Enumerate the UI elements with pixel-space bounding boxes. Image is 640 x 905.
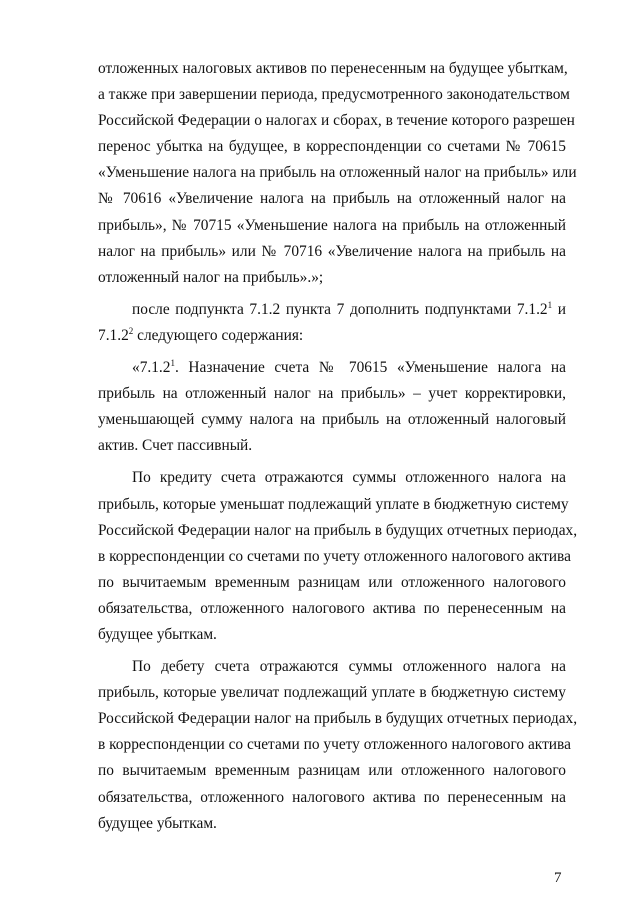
text-line: по вычитаемым временным разницам или отложенного налогового <box>98 762 566 780</box>
text-line: будущее убыткам. <box>98 625 217 643</box>
text-run: следующего содержания: <box>133 326 304 344</box>
text-line: № 70616 «Увеличение налога на прибыль на отложенный налог на <box>98 190 566 208</box>
page-number: 7 <box>554 870 562 886</box>
text-line: актив. Счет пассивный. <box>98 437 253 455</box>
text-line: прибыль, которые увеличат подлежащий уплате в бюджетную систему <box>98 684 566 702</box>
paragraph-5 <box>98 654 578 837</box>
text-line: перенос убытка на будущее, в корреспонденции со счетами № 70615 <box>98 138 566 156</box>
paragraph-4 <box>98 465 578 648</box>
text-line: обязательства, отложенного налогового актива по перенесенным на <box>98 788 566 806</box>
text-line: Российской Федерации о налогах и сборах, в течение которого разрешен <box>98 112 575 130</box>
document-body <box>98 56 578 837</box>
text-line: прибыль на отложенный налог на прибыль» – учет корректировки, <box>98 385 566 403</box>
text-line: прибыль», № 70715 «Уменьшение налога на прибыль на отложенный <box>98 216 566 234</box>
text-line: уменьшающей сумму налога на прибыль на отложенный налоговый <box>98 411 566 429</box>
text-line: прибыль, которые уменьшат подлежащий уплате в бюджетную систему <box>98 495 569 513</box>
text-line <box>98 323 566 349</box>
text-run: «7.1.2 <box>132 359 171 377</box>
text-run: и <box>552 300 566 318</box>
text-line <box>98 355 566 381</box>
text-run: . Назначение счета № 70615 «Уменьшение налога на <box>174 359 566 377</box>
text-line: по вычитаемым временным разницам или отложенного налогового <box>98 573 566 591</box>
superscript: 1 <box>170 358 175 369</box>
paragraph-1 <box>98 56 577 291</box>
text-line: налог на прибыль» или № 70716 «Увеличение налога на прибыль на <box>98 242 566 260</box>
text-line: а также при завершении периода, предусмотренного законодательством <box>98 86 570 104</box>
text-line: в корреспонденции со счетами по учету отложенного налогового актива <box>98 547 571 565</box>
text-run: 7.1.2 <box>98 326 129 344</box>
text-line: Российской Федерации налог на прибыль в будущих отчетных периодах, <box>98 710 578 728</box>
superscript: 1 <box>547 299 553 310</box>
text-line <box>98 297 566 323</box>
paragraph-3 <box>98 355 566 459</box>
text-line: По кредиту счета отражаются суммы отложенного налога на <box>132 469 566 487</box>
text-line: отложенных налоговых активов по перенесенным на будущее убыткам, <box>98 60 568 77</box>
paragraph-2 <box>98 297 566 349</box>
text-run: после подпункта 7.1.2 пункта 7 дополнить подпунктами 7.1.2 <box>132 300 548 318</box>
text-line: По дебету счета отражаются суммы отложенного налога на <box>132 658 566 676</box>
text-line: обязательства, отложенного налогового актива по перенесенным на <box>98 599 566 617</box>
text-line: «Уменьшение налога на прибыль на отложенный налог на прибыль» или <box>98 164 577 182</box>
text-line: отложенный налог на прибыль».»; <box>98 268 324 286</box>
text-line: будущее убыткам. <box>98 814 217 832</box>
text-line: Российской Федерации налог на прибыль в будущих отчетных периодах, <box>98 521 578 539</box>
text-line: в корреспонденции со счетами по учету отложенного налогового актива <box>98 736 571 754</box>
superscript: 2 <box>128 325 134 336</box>
